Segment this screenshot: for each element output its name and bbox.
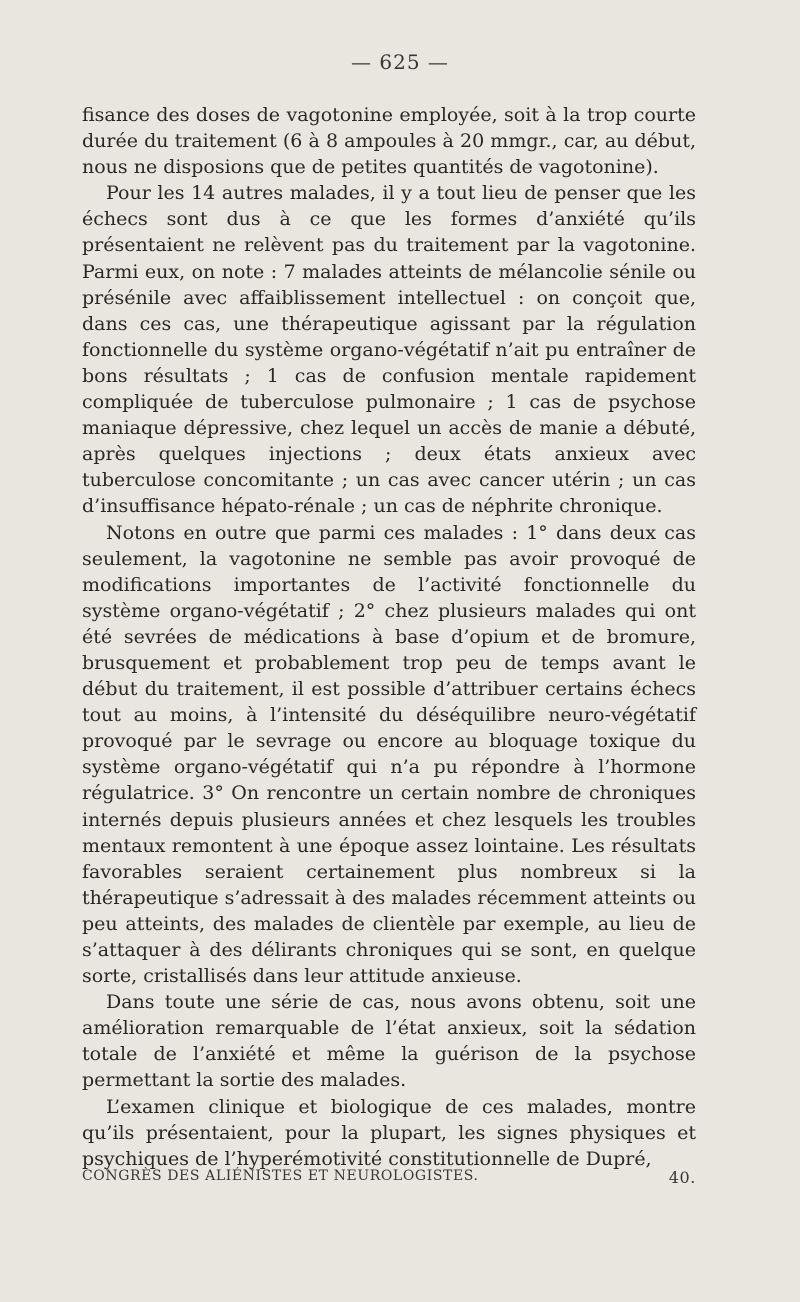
footer-signature: 40. (668, 1168, 696, 1187)
footer-publication: CONGRÈS DES ALIÉNISTES ET NEUROLOGISTES. (82, 1168, 479, 1184)
page-footer (82, 1168, 696, 1187)
page-number: — 625 — (351, 50, 449, 74)
paragraph-failures: Pour les 14 autres malades, il y a tout lieu de penser que les échecs sont dus à ce que les formes d’anxiété qu’ils présentaient ne relèvent pas du traitement par la vagotonine. Parmi eux, on note : 7 malades atteints de mélancolie sénile ou présénile avec affaiblissement intellectuel : on conçoit que, dans ces cas, une thérapeutique agissant par la régulation fonctionnelle du système organo-végétatif n’ait pu entraîner de bons résultats ; 1 cas de confusion mentale rapidement compliquée de tuberculose pulmonaire ; 1 cas de psychose maniaque dépressive, chez lequel un accès de manie a débuté, après quelques injections ; deux états anxieux avec tuberculose concomitante ; un cas avec cancer utérin ; un cas d’insuffisance hépato-rénale ; un cas de néphrite chronique. (82, 182, 696, 518)
body-text (82, 102, 696, 1172)
paragraph-results: Dans toute une série de cas, nous avons obtenu, soit une amélioration remarquable de l’état anxieux, soit la sédation totale de l’anxiété et même la guérison de la psychose permettant la sortie des malades. (82, 991, 696, 1092)
paragraph-examination: L’examen clinique et biologique de ces malades, montre qu’ils présentaient, pour la plupart, les signes physiques et psychiques de l’hyperémotivité constitutionnelle de Dupré, (82, 1095, 696, 1170)
paragraph-notes: Notons en outre que parmi ces malades : 1° dans deux cas seulement, la vagotonine ne semble pas avoir provoqué de modifications importantes de l’activité fonctionnelle du système organo-végétatif ; 2° chez plusieurs malades qui ont été sevrées de médications à base d’opium et de bromure, brusquement et probablement trop peu de temps avant le début du traitement, il est possible d’attribuer certains échecs tout au moins, à l’intensité du déséquilibre neuro-végétatif provoqué par le sevrage ou encore au bloquage toxique du système organo-végétatif qui n’a pu répondre à l’hormone régulatrice. 3° On rencontre un certain nombre de chroniques internés depuis plusieurs années et chez lesquels les troubles mentaux remontent à une époque assez lointaine. Les résultats favorables seraient certainement plus nombreux si la thérapeutique s’adressait à des malades récemment atteints ou peu atteints, des malades de clientèle par exemple, au lieu de s’attaquer à des délirants chroniques qui se sont, en quelque sorte, cristallisés dans leur attitude anxieuse. (82, 521, 696, 988)
paragraph-continuation: fisance des doses de vagotonine employée, soit à la trop courte durée du traitement (6 à 8 ampoules à 20 mmgr., car, au début, nous ne disposions que de petites quantités de vagotonine). (82, 104, 696, 179)
